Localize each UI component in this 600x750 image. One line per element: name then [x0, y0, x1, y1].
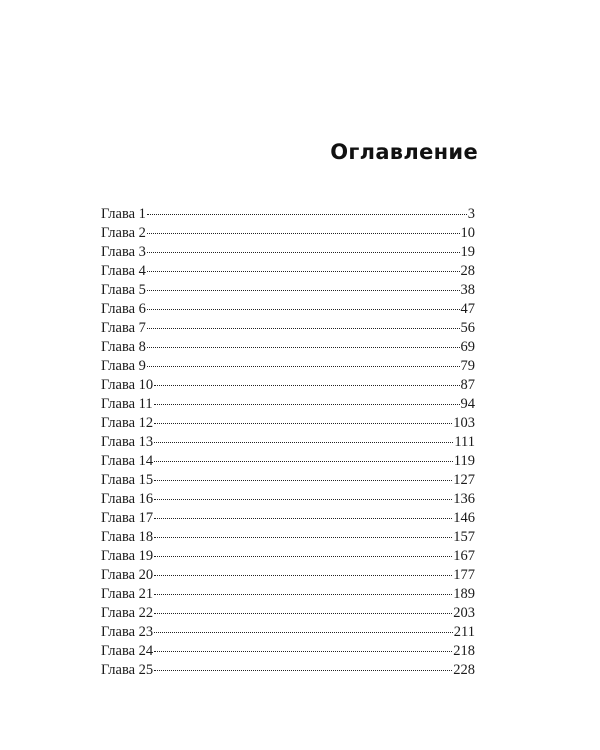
toc-entry-label: Глава 13 [101, 434, 154, 450]
dot-leader [154, 385, 459, 386]
dot-leader [147, 366, 460, 367]
toc-entry-label: Глава 10 [101, 377, 154, 393]
toc-entry-label: Глава 23 [101, 624, 154, 640]
toc-entry-page-number: 146 [453, 510, 475, 526]
toc-entry [101, 224, 475, 243]
dot-leader [154, 537, 452, 538]
toc-entry-label: Глава 3 [101, 244, 146, 260]
toc-entry-page-number: 177 [453, 567, 475, 583]
toc-entry [101, 471, 475, 490]
toc-entry-label: Глава 11 [101, 396, 153, 412]
dot-leader [154, 461, 453, 462]
toc-entry-page-number: 211 [453, 624, 475, 640]
toc-entry [101, 490, 475, 509]
toc-entry-page-number: 167 [453, 548, 475, 564]
toc-entry-page-number: 157 [453, 529, 475, 545]
toc-entry [101, 509, 475, 528]
toc-entry [101, 452, 475, 471]
toc-entry-label: Глава 1 [101, 206, 146, 222]
dot-leader [147, 233, 460, 234]
toc-entry [101, 661, 475, 680]
toc-entry-label: Глава 4 [101, 263, 146, 279]
toc-entry-page-number: 119 [453, 453, 475, 469]
toc-entry-page-number: 136 [453, 491, 475, 507]
toc-entry-label: Глава 22 [101, 605, 154, 621]
toc-entry [101, 243, 475, 262]
toc-entry-page-number: 189 [453, 586, 475, 602]
toc-list [101, 205, 475, 680]
dot-leader [154, 442, 453, 443]
dot-leader [154, 423, 452, 424]
dot-leader [147, 309, 460, 310]
dot-leader [154, 670, 452, 671]
toc-entry-label: Глава 6 [101, 301, 146, 317]
toc-entry [101, 642, 475, 661]
toc-entry [101, 566, 475, 585]
toc-entry-page-number: 10 [460, 225, 475, 241]
dot-leader [147, 328, 460, 329]
dot-leader [154, 594, 452, 595]
toc-entry-page-number: 56 [460, 320, 475, 336]
dot-leader [147, 290, 460, 291]
toc-entry-label: Глава 18 [101, 529, 154, 545]
toc-entry-label: Глава 16 [101, 491, 154, 507]
toc-entry [101, 395, 475, 414]
toc-entry-label: Глава 17 [101, 510, 154, 526]
toc-entry-label: Глава 12 [101, 415, 154, 431]
toc-entry-label: Глава 25 [101, 662, 154, 678]
toc-entry-page-number: 19 [460, 244, 475, 260]
toc-entry-label: Глава 7 [101, 320, 146, 336]
dot-leader [154, 575, 452, 576]
toc-entry-page-number: 127 [453, 472, 475, 488]
dot-leader [147, 271, 460, 272]
toc-entry-label: Глава 19 [101, 548, 154, 564]
toc-entry [101, 623, 475, 642]
toc-entry-label: Глава 8 [101, 339, 146, 355]
toc-entry-page-number: 28 [460, 263, 475, 279]
dot-leader [147, 252, 460, 253]
toc-entry [101, 376, 475, 395]
dot-leader [154, 632, 453, 633]
toc-entry [101, 433, 475, 452]
toc-entry [101, 585, 475, 604]
toc-entry-label: Глава 20 [101, 567, 154, 583]
dot-leader [154, 499, 452, 500]
toc-entry-page-number: 47 [460, 301, 475, 317]
toc-entry-label: Глава 2 [101, 225, 146, 241]
toc-entry-page-number: 87 [460, 377, 475, 393]
dot-leader [147, 347, 460, 348]
toc-title: Оглавление [330, 140, 478, 164]
dot-leader [154, 651, 452, 652]
toc-entry-label: Глава 15 [101, 472, 154, 488]
toc-entry-page-number: 69 [460, 339, 475, 355]
dot-leader [154, 404, 460, 405]
toc-entry-page-number: 3 [467, 206, 475, 222]
toc-entry-page-number: 203 [453, 605, 475, 621]
toc-entry-page-number: 94 [460, 396, 475, 412]
toc-entry [101, 338, 475, 357]
toc-entry [101, 319, 475, 338]
dot-leader [154, 556, 452, 557]
toc-entry [101, 300, 475, 319]
toc-entry [101, 547, 475, 566]
toc-entry-label: Глава 14 [101, 453, 154, 469]
toc-entry-page-number: 38 [460, 282, 475, 298]
toc-entry-page-number: 103 [453, 415, 475, 431]
toc-entry [101, 414, 475, 433]
toc-entry [101, 262, 475, 281]
toc-entry-page-number: 228 [453, 662, 475, 678]
dot-leader [154, 518, 452, 519]
toc-entry-page-number: 111 [454, 434, 475, 450]
toc-entry [101, 604, 475, 623]
toc-entry-page-number: 218 [453, 643, 475, 659]
toc-entry [101, 281, 475, 300]
dot-leader [154, 480, 452, 481]
toc-entry [101, 205, 475, 224]
dot-leader [154, 613, 452, 614]
dot-leader [147, 214, 467, 215]
toc-entry [101, 528, 475, 547]
toc-entry-label: Глава 9 [101, 358, 146, 374]
toc-entry [101, 357, 475, 376]
toc-entry-label: Глава 5 [101, 282, 146, 298]
toc-entry-page-number: 79 [460, 358, 475, 374]
toc-entry-label: Глава 24 [101, 643, 154, 659]
toc-entry-label: Глава 21 [101, 586, 154, 602]
